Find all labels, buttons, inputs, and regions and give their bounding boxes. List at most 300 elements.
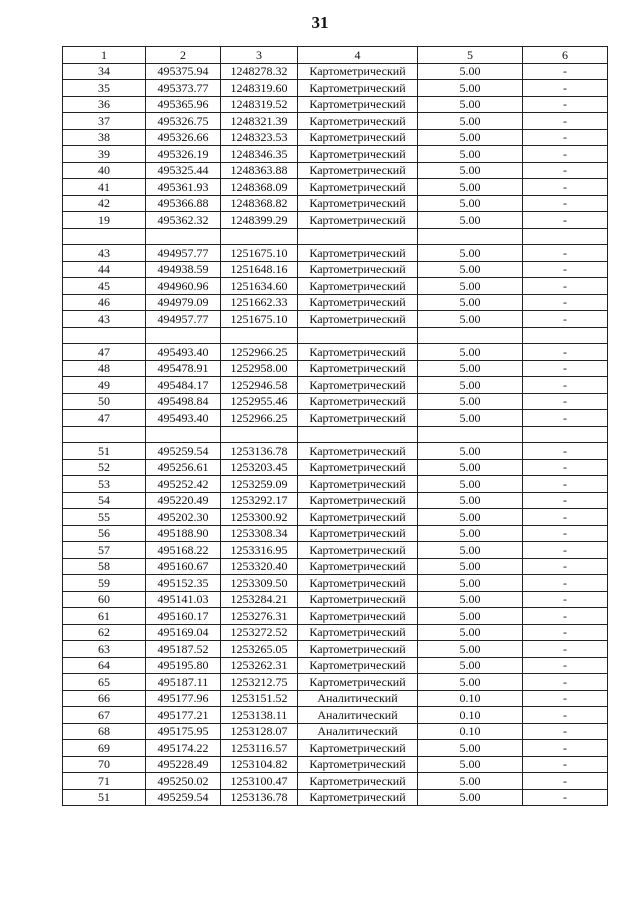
table-cell: 495478.91	[146, 360, 221, 377]
table-cell: 495152.35	[146, 575, 221, 592]
table-cell: -	[523, 179, 608, 196]
table-cell: 66	[63, 690, 146, 707]
table-cell: 1252946.58	[221, 377, 298, 394]
table-row	[63, 690, 608, 707]
table-cell: 5.00	[418, 674, 523, 691]
table-cell: 1253309.50	[221, 575, 298, 592]
table-cell: -	[523, 129, 608, 146]
table-cell: Картометрический	[298, 459, 418, 476]
table-cell: Картометрический	[298, 509, 418, 526]
table-cell: -	[523, 212, 608, 229]
table-cell: 5.00	[418, 294, 523, 311]
table-cell: 1253284.21	[221, 591, 298, 608]
table-cell: Картометрический	[298, 525, 418, 542]
table-cell: 5.00	[418, 542, 523, 559]
table-row	[63, 674, 608, 691]
table-cell: 0.10	[418, 707, 523, 724]
table-cell: 35	[63, 80, 146, 97]
table-cell: 1253292.17	[221, 492, 298, 509]
table-cell: 1253138.11	[221, 707, 298, 724]
table-cell: -	[523, 278, 608, 295]
table-row	[63, 542, 608, 559]
table-cell: 5.00	[418, 608, 523, 625]
table-cell: -	[523, 459, 608, 476]
table-cell: 494957.77	[146, 245, 221, 262]
table-cell: Картометрический	[298, 740, 418, 757]
table-cell: Картометрический	[298, 558, 418, 575]
table-row	[63, 443, 608, 460]
table-cell: 1253104.82	[221, 756, 298, 773]
table-cell: 1253300.92	[221, 509, 298, 526]
table-cell: 1253136.78	[221, 443, 298, 460]
table-row	[63, 96, 608, 113]
empty-cell	[221, 327, 298, 344]
empty-cell	[221, 426, 298, 443]
table-cell: -	[523, 443, 608, 460]
table-cell: 46	[63, 294, 146, 311]
table-cell: 1253262.31	[221, 657, 298, 674]
table-cell: Картометрический	[298, 113, 418, 130]
table-cell: 5.00	[418, 360, 523, 377]
table-cell: -	[523, 542, 608, 559]
table-cell: 55	[63, 509, 146, 526]
table-cell: Аналитический	[298, 690, 418, 707]
table-cell: 495187.11	[146, 674, 221, 691]
table-cell: 5.00	[418, 459, 523, 476]
table-cell: 1253259.09	[221, 476, 298, 493]
table-cell: 494979.09	[146, 294, 221, 311]
table-row	[63, 492, 608, 509]
table-cell: 495160.67	[146, 558, 221, 575]
table-cell: -	[523, 360, 608, 377]
table-row	[63, 707, 608, 724]
table-cell: Картометрический	[298, 773, 418, 790]
table-cell: Картометрический	[298, 575, 418, 592]
table-cell: 43	[63, 245, 146, 262]
table-cell: 495168.22	[146, 542, 221, 559]
table-row	[63, 311, 608, 328]
table-cell: 50	[63, 393, 146, 410]
empty-cell	[298, 426, 418, 443]
table-cell: 494938.59	[146, 261, 221, 278]
table-cell: 5.00	[418, 278, 523, 295]
table-cell: 1253116.57	[221, 740, 298, 757]
table-cell: 495362.32	[146, 212, 221, 229]
empty-cell	[63, 228, 146, 245]
table-cell: Картометрический	[298, 443, 418, 460]
table-cell: 1253265.05	[221, 641, 298, 658]
table-row	[63, 212, 608, 229]
table-cell: -	[523, 311, 608, 328]
table-cell: Картометрический	[298, 63, 418, 80]
table-cell: 495498.84	[146, 393, 221, 410]
table-cell: 495326.75	[146, 113, 221, 130]
table-cell: 5.00	[418, 195, 523, 212]
table-cell: Картометрический	[298, 146, 418, 163]
empty-cell	[418, 327, 523, 344]
table-cell: 40	[63, 162, 146, 179]
table-row	[63, 80, 608, 97]
table-cell: -	[523, 113, 608, 130]
table-cell: Картометрический	[298, 311, 418, 328]
empty-cell	[146, 327, 221, 344]
table-row	[63, 657, 608, 674]
column-header: 3	[221, 47, 298, 64]
table-cell: Картометрический	[298, 278, 418, 295]
table-cell: 1253128.07	[221, 723, 298, 740]
table-cell: 495195.80	[146, 657, 221, 674]
table-row	[63, 740, 608, 757]
table-cell: 1251675.10	[221, 245, 298, 262]
table-cell: Аналитический	[298, 707, 418, 724]
table-cell: 5.00	[418, 311, 523, 328]
table-cell: Картометрический	[298, 542, 418, 559]
empty-cell	[221, 228, 298, 245]
table-cell: 5.00	[418, 575, 523, 592]
table-cell: 494957.77	[146, 311, 221, 328]
table-cell: 495256.61	[146, 459, 221, 476]
table-cell: 1252966.25	[221, 344, 298, 361]
column-header: 5	[418, 47, 523, 64]
empty-cell	[523, 426, 608, 443]
table-cell: Картометрический	[298, 476, 418, 493]
table-cell: 5.00	[418, 509, 523, 526]
table-row	[63, 509, 608, 526]
table-cell: 5.00	[418, 476, 523, 493]
table-cell: 495252.42	[146, 476, 221, 493]
table-cell: 5.00	[418, 591, 523, 608]
table-cell: 1253136.78	[221, 789, 298, 806]
table-row	[63, 377, 608, 394]
table-cell: -	[523, 723, 608, 740]
table-cell: 5.00	[418, 212, 523, 229]
table-row	[63, 113, 608, 130]
table-cell: 5.00	[418, 377, 523, 394]
table-cell: 58	[63, 558, 146, 575]
empty-cell	[418, 228, 523, 245]
table-row	[63, 476, 608, 493]
table-cell: 34	[63, 63, 146, 80]
table-cell: -	[523, 261, 608, 278]
table-cell: 495366.88	[146, 195, 221, 212]
table-cell: 495326.19	[146, 146, 221, 163]
table-cell: 51	[63, 789, 146, 806]
table-row	[63, 558, 608, 575]
table-cell: Картометрический	[298, 674, 418, 691]
coordinates-table	[62, 46, 608, 806]
table-cell: 495373.77	[146, 80, 221, 97]
table-cell: -	[523, 591, 608, 608]
table-cell: 47	[63, 344, 146, 361]
table-cell: 1248363.88	[221, 162, 298, 179]
empty-cell	[63, 327, 146, 344]
table-cell: 5.00	[418, 96, 523, 113]
table-cell: 495484.17	[146, 377, 221, 394]
table-cell: 1253276.31	[221, 608, 298, 625]
table-row	[63, 773, 608, 790]
table-cell: Картометрический	[298, 591, 418, 608]
table-row	[63, 525, 608, 542]
table-cell: Картометрический	[298, 608, 418, 625]
table-cell: 5.00	[418, 624, 523, 641]
table-row	[63, 179, 608, 196]
column-header: 1	[63, 47, 146, 64]
table-row	[63, 63, 608, 80]
table-cell: 495174.22	[146, 740, 221, 757]
empty-cell	[146, 228, 221, 245]
table-cell: -	[523, 492, 608, 509]
table-row	[63, 261, 608, 278]
table-row	[63, 393, 608, 410]
table-cell: Картометрический	[298, 377, 418, 394]
table-cell: Картометрический	[298, 96, 418, 113]
table-cell: 0.10	[418, 723, 523, 740]
table-cell: 45	[63, 278, 146, 295]
table-cell: 5.00	[418, 245, 523, 262]
table-cell: Картометрический	[298, 657, 418, 674]
table-cell: -	[523, 525, 608, 542]
table-cell: Картометрический	[298, 129, 418, 146]
table-cell: -	[523, 63, 608, 80]
table-cell: 5.00	[418, 740, 523, 757]
table-cell: 1253272.52	[221, 624, 298, 641]
separator-row	[63, 426, 608, 443]
table-cell: -	[523, 476, 608, 493]
table-cell: 495259.54	[146, 443, 221, 460]
table-cell: 1248368.09	[221, 179, 298, 196]
table-cell: -	[523, 80, 608, 97]
table-cell: Картометрический	[298, 179, 418, 196]
table-cell: 495250.02	[146, 773, 221, 790]
table-cell: 5.00	[418, 80, 523, 97]
page-number: 31	[311, 13, 329, 32]
table-cell: 57	[63, 542, 146, 559]
table-row	[63, 162, 608, 179]
table-cell: 5.00	[418, 410, 523, 427]
table-cell: 5.00	[418, 657, 523, 674]
table-row	[63, 641, 608, 658]
table-row	[63, 294, 608, 311]
table-cell: 495169.04	[146, 624, 221, 641]
table-cell: 1252955.46	[221, 393, 298, 410]
table-cell: 52	[63, 459, 146, 476]
table-cell: 62	[63, 624, 146, 641]
table-cell: 63	[63, 641, 146, 658]
table-cell: Картометрический	[298, 261, 418, 278]
table-cell: -	[523, 657, 608, 674]
table-row	[63, 624, 608, 641]
table-cell: 5.00	[418, 261, 523, 278]
table-row	[63, 278, 608, 295]
table-cell: -	[523, 773, 608, 790]
table-cell: -	[523, 558, 608, 575]
empty-cell	[523, 327, 608, 344]
table-cell: Картометрический	[298, 492, 418, 509]
table-row	[63, 195, 608, 212]
table-cell: 1251662.33	[221, 294, 298, 311]
table-cell: 1253316.95	[221, 542, 298, 559]
table-cell: 59	[63, 575, 146, 592]
table-cell: -	[523, 756, 608, 773]
table-cell: 5.00	[418, 789, 523, 806]
table-cell: -	[523, 146, 608, 163]
table-cell: 65	[63, 674, 146, 691]
table-cell: 60	[63, 591, 146, 608]
table-cell: 495259.54	[146, 789, 221, 806]
table-row	[63, 789, 608, 806]
table-cell: Картометрический	[298, 410, 418, 427]
table-cell: 495325.44	[146, 162, 221, 179]
table-cell: 495220.49	[146, 492, 221, 509]
table-cell: 495202.30	[146, 509, 221, 526]
table-cell: 47	[63, 410, 146, 427]
table-row	[63, 245, 608, 262]
table-cell: Картометрический	[298, 360, 418, 377]
table-cell: 1253308.34	[221, 525, 298, 542]
table-cell: 1251675.10	[221, 311, 298, 328]
table-cell: 1248319.60	[221, 80, 298, 97]
table-cell: 42	[63, 195, 146, 212]
table-cell: -	[523, 624, 608, 641]
column-header: 2	[146, 47, 221, 64]
table-cell: Картометрический	[298, 624, 418, 641]
table-cell: 70	[63, 756, 146, 773]
table-row	[63, 575, 608, 592]
table-cell: -	[523, 344, 608, 361]
table-cell: 1248346.35	[221, 146, 298, 163]
table-row	[63, 756, 608, 773]
table-row	[63, 591, 608, 608]
table-cell: 1252958.00	[221, 360, 298, 377]
table-cell: 5.00	[418, 443, 523, 460]
table-cell: 37	[63, 113, 146, 130]
table-cell: -	[523, 96, 608, 113]
table-cell: 5.00	[418, 129, 523, 146]
table-cell: 5.00	[418, 179, 523, 196]
table-cell: Картометрический	[298, 212, 418, 229]
table-cell: -	[523, 641, 608, 658]
table-cell: 5.00	[418, 773, 523, 790]
table-cell: 495188.90	[146, 525, 221, 542]
column-header: 4	[298, 47, 418, 64]
table-cell: 495175.95	[146, 723, 221, 740]
empty-cell	[298, 327, 418, 344]
table-row	[63, 459, 608, 476]
empty-cell	[523, 228, 608, 245]
table-cell: 61	[63, 608, 146, 625]
table-cell: 1248368.82	[221, 195, 298, 212]
table-cell: 495160.17	[146, 608, 221, 625]
table-cell: -	[523, 740, 608, 757]
table-cell: 44	[63, 261, 146, 278]
table-cell: 36	[63, 96, 146, 113]
table-cell: Картометрический	[298, 294, 418, 311]
table-cell: 495361.93	[146, 179, 221, 196]
table-cell: Картометрический	[298, 344, 418, 361]
table-cell: 1253320.40	[221, 558, 298, 575]
table-cell: 5.00	[418, 558, 523, 575]
table-cell: 495375.94	[146, 63, 221, 80]
table-cell: 53	[63, 476, 146, 493]
table-cell: 495228.49	[146, 756, 221, 773]
separator-row	[63, 327, 608, 344]
empty-cell	[63, 426, 146, 443]
table-cell: -	[523, 509, 608, 526]
table-cell: 495493.40	[146, 344, 221, 361]
table-cell: -	[523, 245, 608, 262]
table-cell: 1248278.32	[221, 63, 298, 80]
table-row	[63, 608, 608, 625]
table-row	[63, 410, 608, 427]
table-cell: Картометрический	[298, 756, 418, 773]
table-cell: 48	[63, 360, 146, 377]
table-cell: -	[523, 393, 608, 410]
table-cell: 5.00	[418, 756, 523, 773]
table-cell: 1252966.25	[221, 410, 298, 427]
empty-cell	[146, 426, 221, 443]
table-cell: -	[523, 410, 608, 427]
header-row	[63, 47, 608, 64]
table-cell: 51	[63, 443, 146, 460]
table-cell: -	[523, 789, 608, 806]
table-cell: 495365.96	[146, 96, 221, 113]
table-cell: 1253151.52	[221, 690, 298, 707]
table-cell: 5.00	[418, 525, 523, 542]
table-cell: 1251634.60	[221, 278, 298, 295]
table-cell: Картометрический	[298, 245, 418, 262]
table-cell: -	[523, 707, 608, 724]
table-cell: Картометрический	[298, 789, 418, 806]
table-cell: -	[523, 690, 608, 707]
table-cell: 1248321.39	[221, 113, 298, 130]
table-row	[63, 344, 608, 361]
column-header: 6	[523, 47, 608, 64]
table-cell: -	[523, 674, 608, 691]
table-row	[63, 360, 608, 377]
table-cell: 1248319.52	[221, 96, 298, 113]
table-cell: -	[523, 608, 608, 625]
table-cell: 0.10	[418, 690, 523, 707]
table-cell: 5.00	[418, 641, 523, 658]
table-cell: 39	[63, 146, 146, 163]
table-cell: 5.00	[418, 162, 523, 179]
table-cell: 494960.96	[146, 278, 221, 295]
table-cell: 5.00	[418, 492, 523, 509]
table-cell: Картометрический	[298, 80, 418, 97]
table-cell: 5.00	[418, 393, 523, 410]
table-cell: 64	[63, 657, 146, 674]
empty-cell	[298, 228, 418, 245]
table-cell: 495326.66	[146, 129, 221, 146]
table-cell: 1248323.53	[221, 129, 298, 146]
empty-cell	[418, 426, 523, 443]
table-cell: -	[523, 575, 608, 592]
table-cell: 495141.03	[146, 591, 221, 608]
table-cell: 5.00	[418, 113, 523, 130]
table-cell: 38	[63, 129, 146, 146]
table-cell: 495187.52	[146, 641, 221, 658]
table-cell: 1253212.75	[221, 674, 298, 691]
table-cell: Картометрический	[298, 162, 418, 179]
table-cell: 68	[63, 723, 146, 740]
table-cell: -	[523, 377, 608, 394]
table-cell: Картометрический	[298, 195, 418, 212]
table-cell: 56	[63, 525, 146, 542]
table-cell: 43	[63, 311, 146, 328]
table-cell: 5.00	[418, 63, 523, 80]
table-cell: 5.00	[418, 146, 523, 163]
table-cell: 495177.96	[146, 690, 221, 707]
